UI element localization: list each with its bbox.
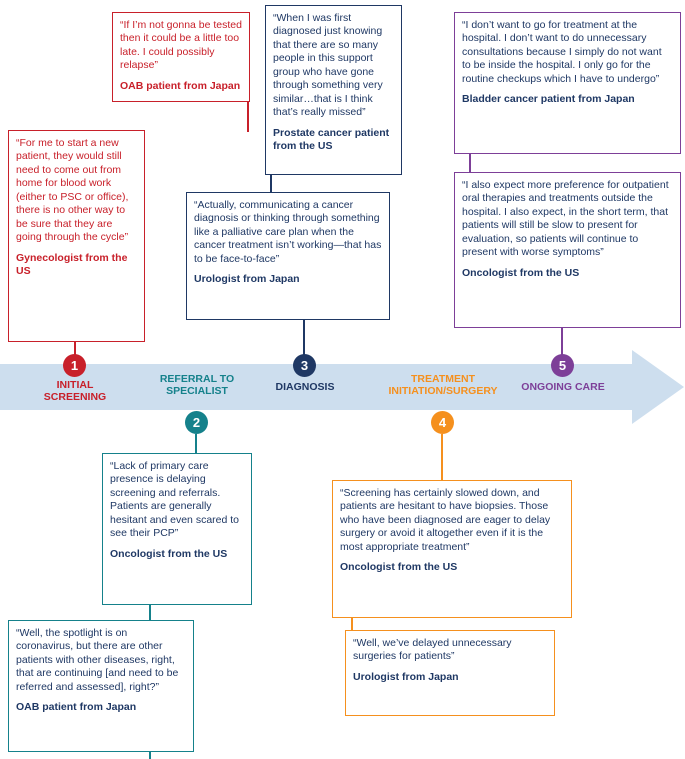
stage-number: 5 [558, 358, 567, 373]
connector-line [149, 605, 151, 620]
quote-box-ongoing-care-1 [454, 12, 681, 154]
quote-box-referral-1 [102, 453, 252, 605]
quote-attribution: OAB patient from Japan [16, 701, 137, 714]
quote-text: “For me to start a new patient, they would still need to come out from home for blood work (either to PSC or office), there is no other way to be sure that they are going through the cycle” [16, 137, 129, 244]
quote-box-treatment-1 [332, 480, 572, 618]
stage-number: 2 [192, 415, 201, 430]
quote-text: “I don’t want to go for treatment at the hospital. I don’t want to do unnecessary consultations because I simply do not want to be inside the hospital. I only go for the routine checkups which I have to undergo” [462, 19, 662, 85]
connector-line [270, 175, 272, 192]
quote-attribution: Gynecologist from the US [16, 251, 128, 277]
quote-text: “When I was first diagnosed just knowing that there are so many people in this support group who have gone through something very similar…that is I think that’s really missed” [273, 12, 383, 119]
stage-marker-1 [63, 354, 86, 377]
quote-attribution: OAB patient from Japan [120, 79, 241, 92]
stage-label-referral-to-specialist: REFERRAL TO SPECIALIST [159, 373, 235, 398]
quote-attribution: Bladder cancer patient from Japan [462, 93, 635, 106]
stage-label-ongoing-care: ONGOING CARE [521, 381, 605, 393]
connector-line [351, 618, 353, 630]
stage-number: 3 [300, 358, 309, 373]
quote-text: “If I’m not gonna be tested then it could be a little too late. I could possibly relapse” [120, 19, 242, 72]
connector-line [469, 154, 471, 172]
quote-box-initial-screening-2 [8, 130, 145, 342]
connector-line [303, 320, 305, 356]
stage-marker-5 [551, 354, 574, 377]
quote-box-treatment-2 [345, 630, 555, 716]
quote-attribution: Urologist from Japan [353, 670, 459, 683]
connector-line [195, 434, 197, 453]
stage-label-treatment-initiation-surgery: TREATMENT INITIATION/SURGERY [388, 373, 498, 398]
quote-box-ongoing-care-2 [454, 172, 681, 328]
quote-attribution: Oncologist from the US [462, 266, 580, 279]
quote-box-referral-2 [8, 620, 194, 752]
quote-text: “Well, we’ve delayed unnecessary surgeries for patients” [353, 637, 512, 663]
stage-label-diagnosis: DIAGNOSIS [275, 381, 335, 393]
quote-box-diagnosis-1 [265, 5, 402, 175]
stage-marker-2 [185, 411, 208, 434]
connector-line [247, 102, 249, 132]
quote-attribution: Prostate cancer patient from the US [273, 126, 390, 152]
quote-attribution: Oncologist from the US [340, 561, 458, 574]
stage-marker-3 [293, 354, 316, 377]
stage-number: 4 [438, 415, 447, 430]
quote-attribution: Urologist from Japan [194, 273, 300, 286]
quote-text: “I also expect more preference for outpatient oral therapies and treatments outside the hospital. I also expect, in the short term, that patients will still be slow to present for evaluation, so patients will continue to present with worse symptoms” [462, 179, 669, 259]
quote-text: “Screening has certainly slowed down, and patients are hesitant to have biopsies. Those who have been diagnosed are eager to delay surgery or avoid it altogether even if it is the most appropriate treatment” [340, 487, 551, 553]
stage-marker-4 [431, 411, 454, 434]
quote-text: “Actually, communicating a cancer diagnosis or thinking through something like a palliative care plan when the cancer treatment isn’t working—that has to be face-to-face” [194, 199, 382, 265]
quote-text: “Lack of primary care presence is delaying screening and referrals. Patients are generally hesitant and even scared to see their PCP” [110, 460, 240, 540]
connector-line [441, 434, 443, 480]
timeline-arrow-head [632, 350, 684, 424]
stage-label-initial-screening: INITIAL SCREENING [43, 379, 107, 404]
quote-box-diagnosis-2 [186, 192, 390, 320]
quote-attribution: Oncologist from the US [110, 547, 228, 560]
quote-text: “Well, the spotlight is on coronavirus, but there are other patients with other diseases, right, that are continuing [and need to be referred and assessed], right?” [16, 627, 179, 693]
connector-line [561, 328, 563, 356]
connector-line [149, 752, 151, 759]
stage-number: 1 [70, 358, 79, 373]
quote-box-initial-screening-1 [112, 12, 250, 102]
